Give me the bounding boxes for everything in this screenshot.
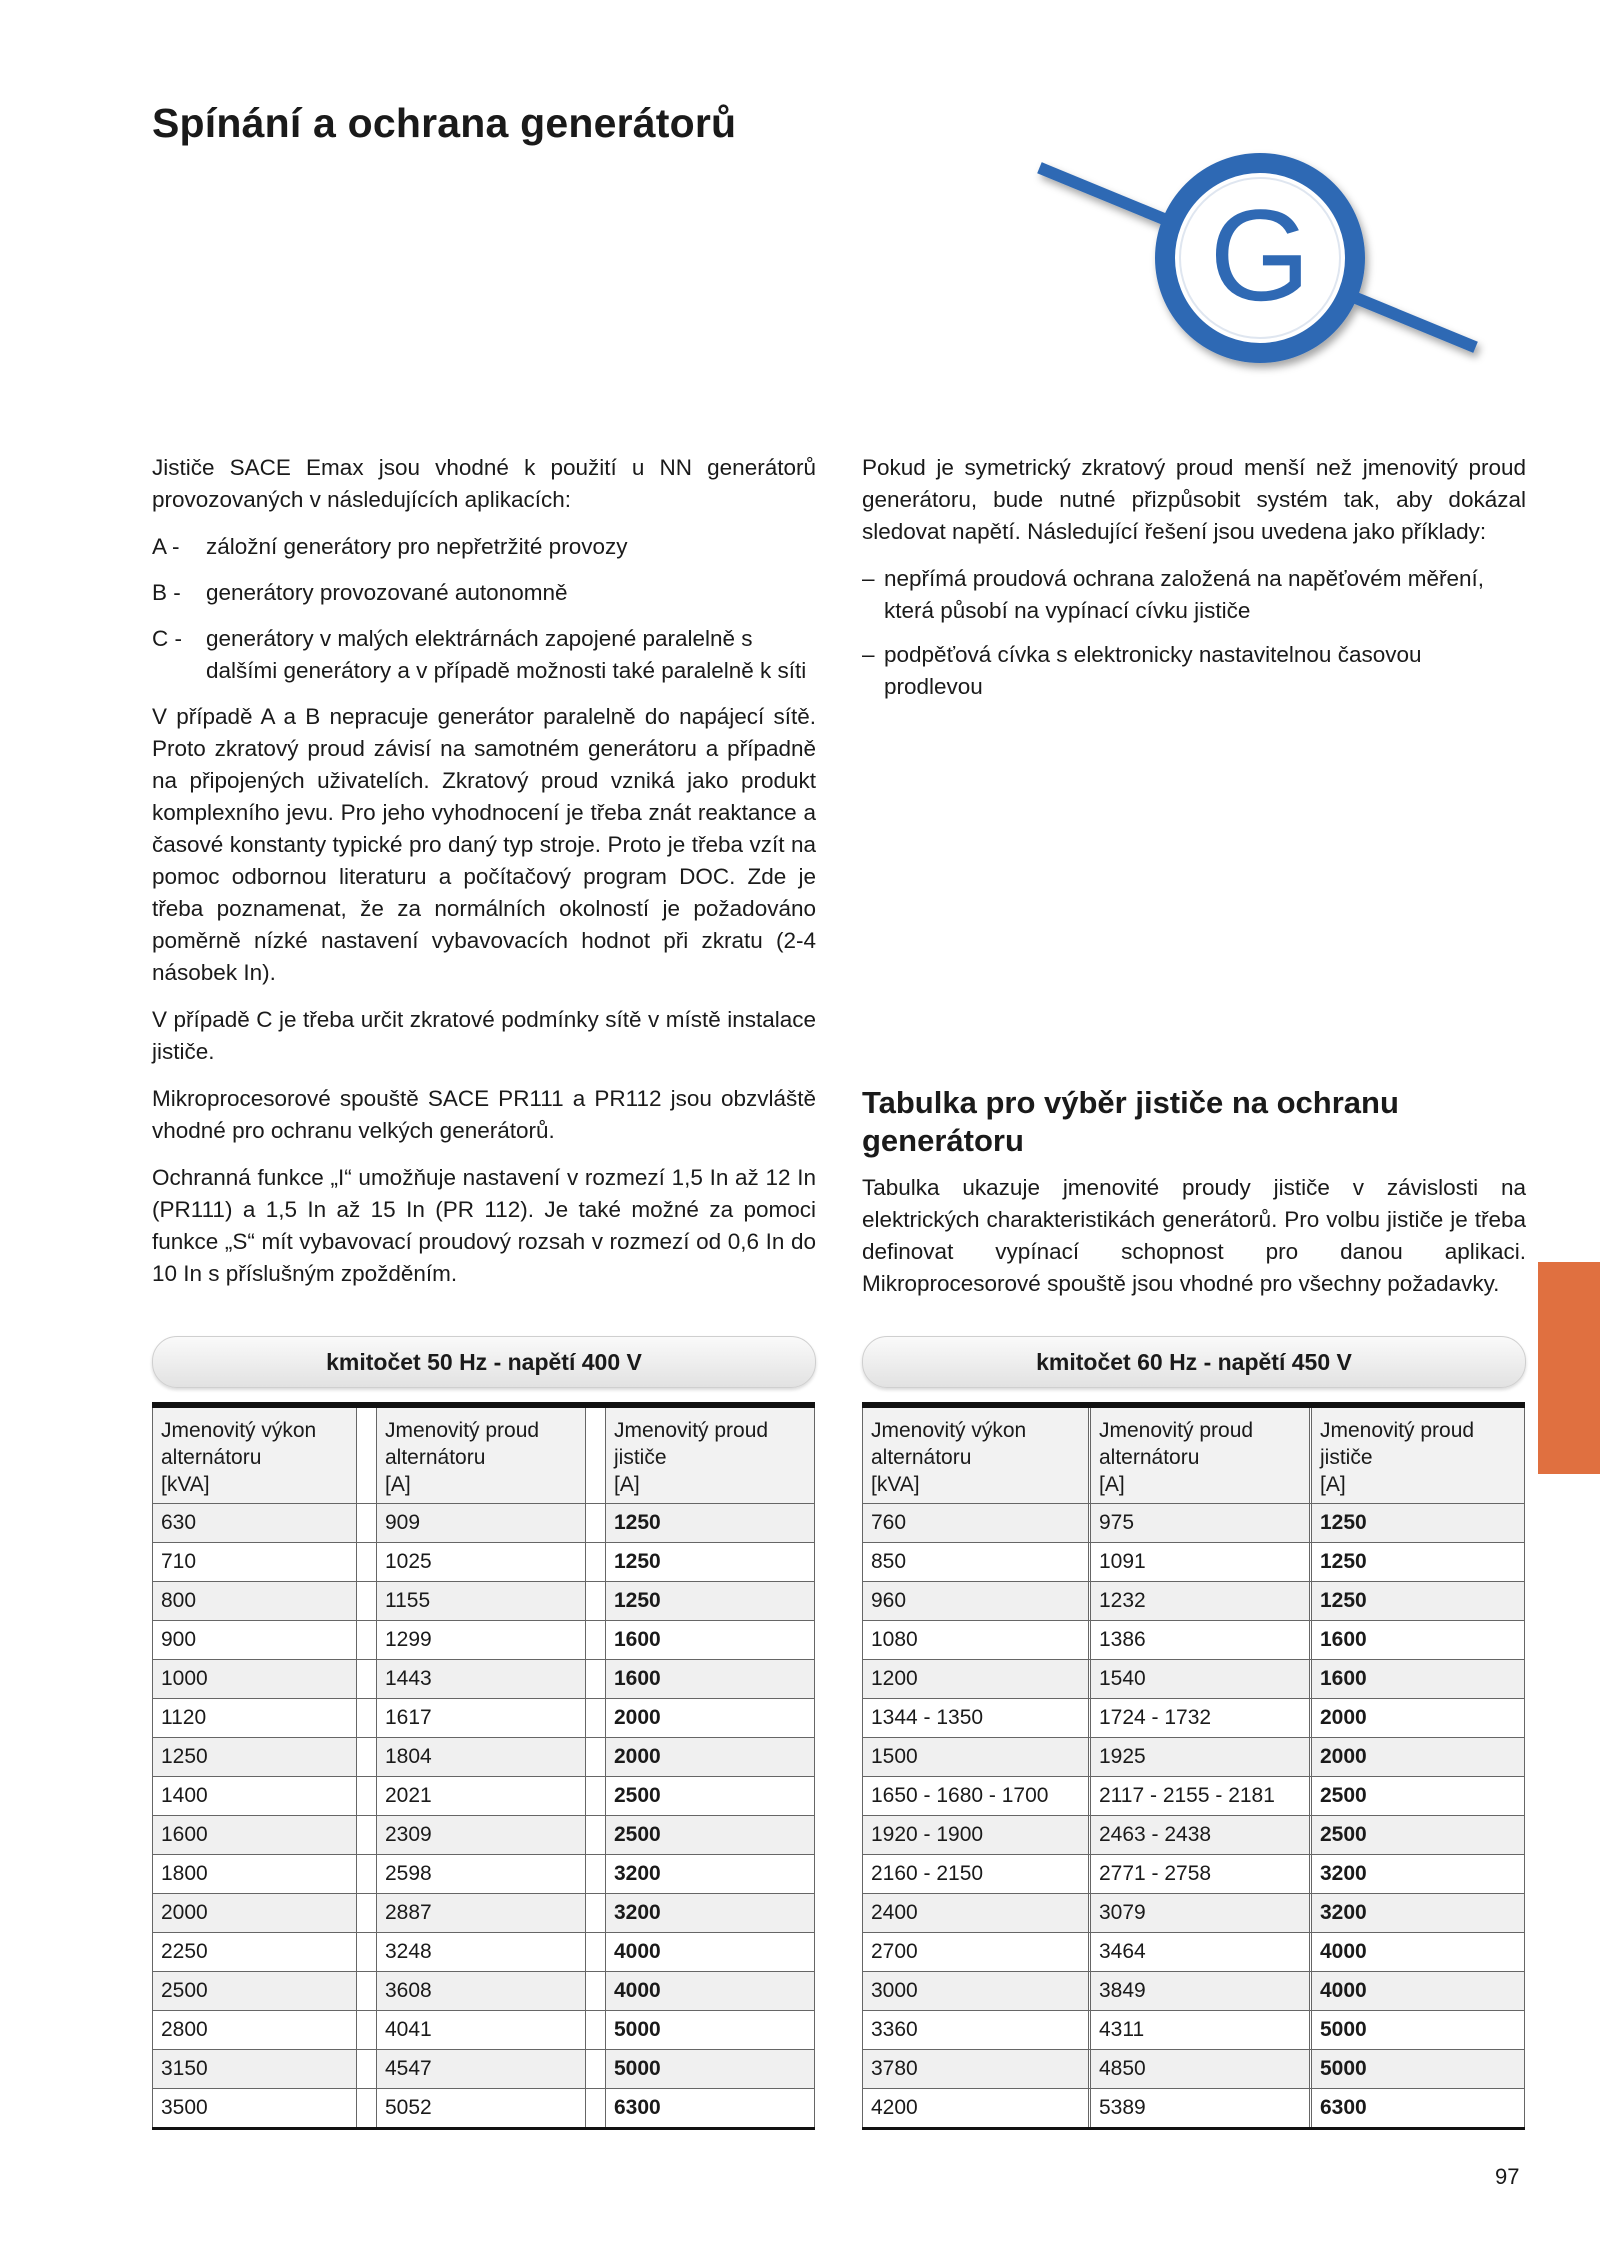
table-cell: 630 bbox=[153, 1504, 357, 1543]
table-cell: 4000 bbox=[606, 1972, 815, 2011]
table-cell: 2463 - 2438 bbox=[1091, 1816, 1310, 1855]
table-row bbox=[153, 1855, 815, 1894]
table-row bbox=[153, 2050, 815, 2089]
generator-table-60hz bbox=[862, 1402, 1525, 2130]
table-row bbox=[863, 1699, 1525, 1738]
table-cell: 710 bbox=[153, 1543, 357, 1582]
table-cell: 2250 bbox=[153, 1933, 357, 1972]
table-cell: 1386 bbox=[1091, 1621, 1310, 1660]
page-title: Spínání a ochrana generátorů bbox=[152, 100, 737, 146]
table-row bbox=[153, 1621, 815, 1660]
table-row bbox=[863, 1894, 1525, 1933]
table-cell: 900 bbox=[153, 1621, 357, 1660]
table-cell: 2021 bbox=[377, 1777, 586, 1816]
table-cell: 3464 bbox=[1091, 1933, 1310, 1972]
table-row bbox=[153, 1816, 815, 1855]
table-cell: 2500 bbox=[1312, 1777, 1525, 1816]
column-header: Jmenovitý proud jističe [A] bbox=[1312, 1405, 1525, 1504]
table-cell: 1025 bbox=[377, 1543, 586, 1582]
left-column bbox=[152, 452, 816, 1305]
table-cell: 1080 bbox=[863, 1621, 1089, 1660]
table-cell: 4850 bbox=[1091, 2050, 1310, 2089]
table-cell: 5000 bbox=[1312, 2050, 1525, 2089]
generator-table-50hz bbox=[152, 1402, 815, 2130]
table-cell: 2000 bbox=[606, 1699, 815, 1738]
table-cell: 3780 bbox=[863, 2050, 1089, 2089]
table-cell: 1232 bbox=[1091, 1582, 1310, 1621]
table-cell: 4000 bbox=[1312, 1933, 1525, 1972]
table-cell: 2000 bbox=[1312, 1738, 1525, 1777]
table-cell: 4041 bbox=[377, 2011, 586, 2050]
left-para-4: Ochranná funkce „I“ umožňuje nastavení v rozmezí 1,5 In až 12 In (PR111) a 1,5 In až 15 In (PR 112). Je také možné za pomoci funkce „S“ mít vybavovací proudový rozsah v rozmezí od 0,6 In do 10 In s příslušným zpožděním. bbox=[152, 1165, 816, 1286]
table-cell: 3200 bbox=[1312, 1894, 1525, 1933]
generator-symbol-icon bbox=[1030, 140, 1490, 390]
table-cell: 6300 bbox=[606, 2089, 815, 2129]
right-column bbox=[862, 452, 1526, 715]
table-row bbox=[863, 1972, 1525, 2011]
table-cell: 2800 bbox=[153, 2011, 357, 2050]
table-row bbox=[153, 1582, 815, 1621]
section-heading: Tabulka pro výběr jističe na ochranu generátoru bbox=[862, 1085, 1399, 1158]
table-row bbox=[153, 1738, 815, 1777]
table-cell: 2400 bbox=[863, 1894, 1089, 1933]
table-row bbox=[863, 1621, 1525, 1660]
table-row bbox=[153, 1504, 815, 1543]
table-row bbox=[863, 1855, 1525, 1894]
left-para-2: V případě C je třeba určit zkratové podmínky sítě v místě instalace jističe. bbox=[152, 1007, 816, 1064]
table-cell: 2500 bbox=[606, 1777, 815, 1816]
table-cell: 960 bbox=[863, 1582, 1089, 1621]
table-row bbox=[153, 2011, 815, 2050]
table-cell: 2771 - 2758 bbox=[1091, 1855, 1310, 1894]
table-cell: 1920 - 1900 bbox=[863, 1816, 1089, 1855]
table-row bbox=[153, 1894, 815, 1933]
table-cell: 3079 bbox=[1091, 1894, 1310, 1933]
table-row bbox=[153, 1972, 815, 2011]
table-cell: 1250 bbox=[606, 1543, 815, 1582]
table-cell: 1925 bbox=[1091, 1738, 1310, 1777]
table-cell: 1600 bbox=[606, 1621, 815, 1660]
table-cell: 1600 bbox=[153, 1816, 357, 1855]
list-item: – nepřímá proudová ochrana založená na napěťovém měření, která působí na vypínací cívku jističe bbox=[862, 566, 1485, 623]
table-cell: 4311 bbox=[1091, 2011, 1310, 2050]
table-row bbox=[863, 1738, 1525, 1777]
column-header: Jmenovitý výkon alternátoru [kVA] bbox=[153, 1405, 357, 1504]
table-cell: 1250 bbox=[153, 1738, 357, 1777]
column-header: Jmenovitý proud alternátoru [A] bbox=[377, 1405, 586, 1504]
list-item: A - záložní generátory pro nepřetržité provozy bbox=[152, 534, 628, 559]
table-cell: 2500 bbox=[1312, 1816, 1525, 1855]
table-cell: 4000 bbox=[1312, 1972, 1525, 2011]
table-row bbox=[863, 1582, 1525, 1621]
table-row bbox=[863, 2050, 1525, 2089]
table-cell: 3200 bbox=[1312, 1855, 1525, 1894]
table-row bbox=[863, 2011, 1525, 2050]
table-cell: 1500 bbox=[863, 1738, 1089, 1777]
left-para-3: Mikroprocesorové spouště SACE PR111 a PR112 jsou obzvláště vhodné pro ochranu velkých generátorů. bbox=[152, 1086, 816, 1143]
table-cell: 1000 bbox=[153, 1660, 357, 1699]
table-row bbox=[153, 1777, 815, 1816]
table-row bbox=[863, 1543, 1525, 1582]
table-cell: 850 bbox=[863, 1543, 1089, 1582]
table-cell: 2500 bbox=[153, 1972, 357, 2011]
table-cell: 1299 bbox=[377, 1621, 586, 1660]
left-intro: Jističe SACE Emax jsou vhodné k použití u NN generátorů provozovaných v následujících aplikacích: bbox=[152, 455, 816, 512]
table-cell: 3200 bbox=[606, 1894, 815, 1933]
table-row bbox=[863, 1660, 1525, 1699]
table-cell: 2160 - 2150 bbox=[863, 1855, 1089, 1894]
table-cell: 5389 bbox=[1091, 2089, 1310, 2129]
table-cell: 6300 bbox=[1312, 2089, 1525, 2129]
logo-letter: G bbox=[1209, 182, 1311, 328]
table-cell: 800 bbox=[153, 1582, 357, 1621]
table-cell: 1800 bbox=[153, 1855, 357, 1894]
table-cell: 1724 - 1732 bbox=[1091, 1699, 1310, 1738]
table-cell: 2117 - 2155 - 2181 bbox=[1091, 1777, 1310, 1816]
table-cell: 5000 bbox=[1312, 2011, 1525, 2050]
table-cell: 1617 bbox=[377, 1699, 586, 1738]
table-cell: 4547 bbox=[377, 2050, 586, 2089]
table-cell: 1250 bbox=[1312, 1504, 1525, 1543]
table-row bbox=[863, 1933, 1525, 1972]
table-cell: 2887 bbox=[377, 1894, 586, 1933]
list-item: C - generátory v malých elektrárnách zapojené paralelně s dalšími generátory a v případě možnosti také paralelně k síti bbox=[152, 626, 807, 683]
column-gap bbox=[586, 1405, 606, 1504]
table-cell: 2000 bbox=[606, 1738, 815, 1777]
table-cell: 3360 bbox=[863, 2011, 1089, 2050]
column-gap bbox=[357, 1405, 377, 1504]
table-cell: 3200 bbox=[606, 1855, 815, 1894]
table-cell: 3150 bbox=[153, 2050, 357, 2089]
table-cell: 1155 bbox=[377, 1582, 586, 1621]
table-cell: 909 bbox=[377, 1504, 586, 1543]
table-cell: 4000 bbox=[606, 1933, 815, 1972]
table-cell: 1600 bbox=[606, 1660, 815, 1699]
table-cell: 1443 bbox=[377, 1660, 586, 1699]
table-header-row bbox=[863, 1405, 1525, 1504]
table-cell: 1250 bbox=[606, 1582, 815, 1621]
list-item: B - generátory provozované autonomně bbox=[152, 580, 568, 605]
table-cell: 1250 bbox=[1312, 1582, 1525, 1621]
table-row bbox=[863, 2089, 1525, 2129]
table-cell: 1120 bbox=[153, 1699, 357, 1738]
left-para-1: V případě A a B nepracuje generátor paralelně do napájecí sítě. Proto zkratový proud závisí na samotném generátoru a případně na připojených uživatelích. Zkratový proud vzniká jako produkt komplexního jevu. Pro jeho vyhodnocení je třeba znát reaktance a časové konstanty typické pro daný typ stroje. Proto je třeba vzít na pomoc odbornou literaturu a počítačový program DOC. Zde je třeba poznamenat, že za normálních okolností je požadováno poměrně nízké nastavení vybavovacích hodnot při zkratu (2-4 násobek In). bbox=[152, 704, 816, 985]
table-cell: 1540 bbox=[1091, 1660, 1310, 1699]
table-cell: 3608 bbox=[377, 1972, 586, 2011]
column-header: Jmenovitý proud alternátoru [A] bbox=[1091, 1405, 1310, 1504]
column-header: Jmenovitý výkon alternátoru [kVA] bbox=[863, 1405, 1089, 1504]
table-cell: 5052 bbox=[377, 2089, 586, 2129]
right-intro: Pokud je symetrický zkratový proud menší než jmenovitý proud generátoru, bude nutné přizpůsobit systém tak, aby dokázal sledovat napětí. Následující řešení jsou uvedena jako příklady: bbox=[862, 455, 1526, 544]
table-row bbox=[153, 2089, 815, 2129]
table-row bbox=[863, 1504, 1525, 1543]
side-tab-marker bbox=[1538, 1262, 1600, 1474]
table-cell: 2500 bbox=[606, 1816, 815, 1855]
list-item: – podpěťová cívka s elektronicky nastavitelnou časovou prodlevou bbox=[862, 642, 1422, 699]
table-cell: 3849 bbox=[1091, 1972, 1310, 2011]
table-cell: 5000 bbox=[606, 2011, 815, 2050]
table-row bbox=[153, 1543, 815, 1582]
table-cell: 2000 bbox=[153, 1894, 357, 1933]
table-cell: 1344 - 1350 bbox=[863, 1699, 1089, 1738]
table-cell: 975 bbox=[1091, 1504, 1310, 1543]
table-cell: 3000 bbox=[863, 1972, 1089, 2011]
table-cell: 760 bbox=[863, 1504, 1089, 1543]
table-cell: 2700 bbox=[863, 1933, 1089, 1972]
table-cell: 1091 bbox=[1091, 1543, 1310, 1582]
table-cell: 1804 bbox=[377, 1738, 586, 1777]
table-cell: 1600 bbox=[1312, 1660, 1525, 1699]
table-cell: 2000 bbox=[1312, 1699, 1525, 1738]
column-header: Jmenovitý proud jističe [A] bbox=[606, 1405, 815, 1504]
table-cell: 1250 bbox=[1312, 1543, 1525, 1582]
table-cell: 1200 bbox=[863, 1660, 1089, 1699]
table-caption-60hz: kmitočet 60 Hz - napětí 450 V bbox=[862, 1336, 1526, 1388]
section-paragraph: Tabulka ukazuje jmenovité proudy jističe v závislosti na elektrických charakteristikách generátorů. Pro volbu jističe je třeba definovat vypínací schopnost pro danou aplikaci. Mikroprocesorové spouště jsou vhodné pro všechny požadavky. bbox=[862, 1175, 1526, 1296]
table-caption-50hz: kmitočet 50 Hz - napětí 400 V bbox=[152, 1336, 816, 1388]
page-number: 97 bbox=[1495, 2164, 1520, 2189]
table-cell: 3248 bbox=[377, 1933, 586, 1972]
table-cell: 1400 bbox=[153, 1777, 357, 1816]
table-row bbox=[153, 1933, 815, 1972]
table-cell: 5000 bbox=[606, 2050, 815, 2089]
table-row bbox=[153, 1699, 815, 1738]
table-cell: 1650 - 1680 - 1700 bbox=[863, 1777, 1089, 1816]
table-row bbox=[863, 1777, 1525, 1816]
table-cell: 2598 bbox=[377, 1855, 586, 1894]
table-cell: 1600 bbox=[1312, 1621, 1525, 1660]
table-row bbox=[153, 1660, 815, 1699]
table-cell: 4200 bbox=[863, 2089, 1089, 2129]
table-row bbox=[863, 1816, 1525, 1855]
table-cell: 1250 bbox=[606, 1504, 815, 1543]
table-cell: 2309 bbox=[377, 1816, 586, 1855]
table-cell: 3500 bbox=[153, 2089, 357, 2129]
table-header-row bbox=[153, 1405, 815, 1504]
